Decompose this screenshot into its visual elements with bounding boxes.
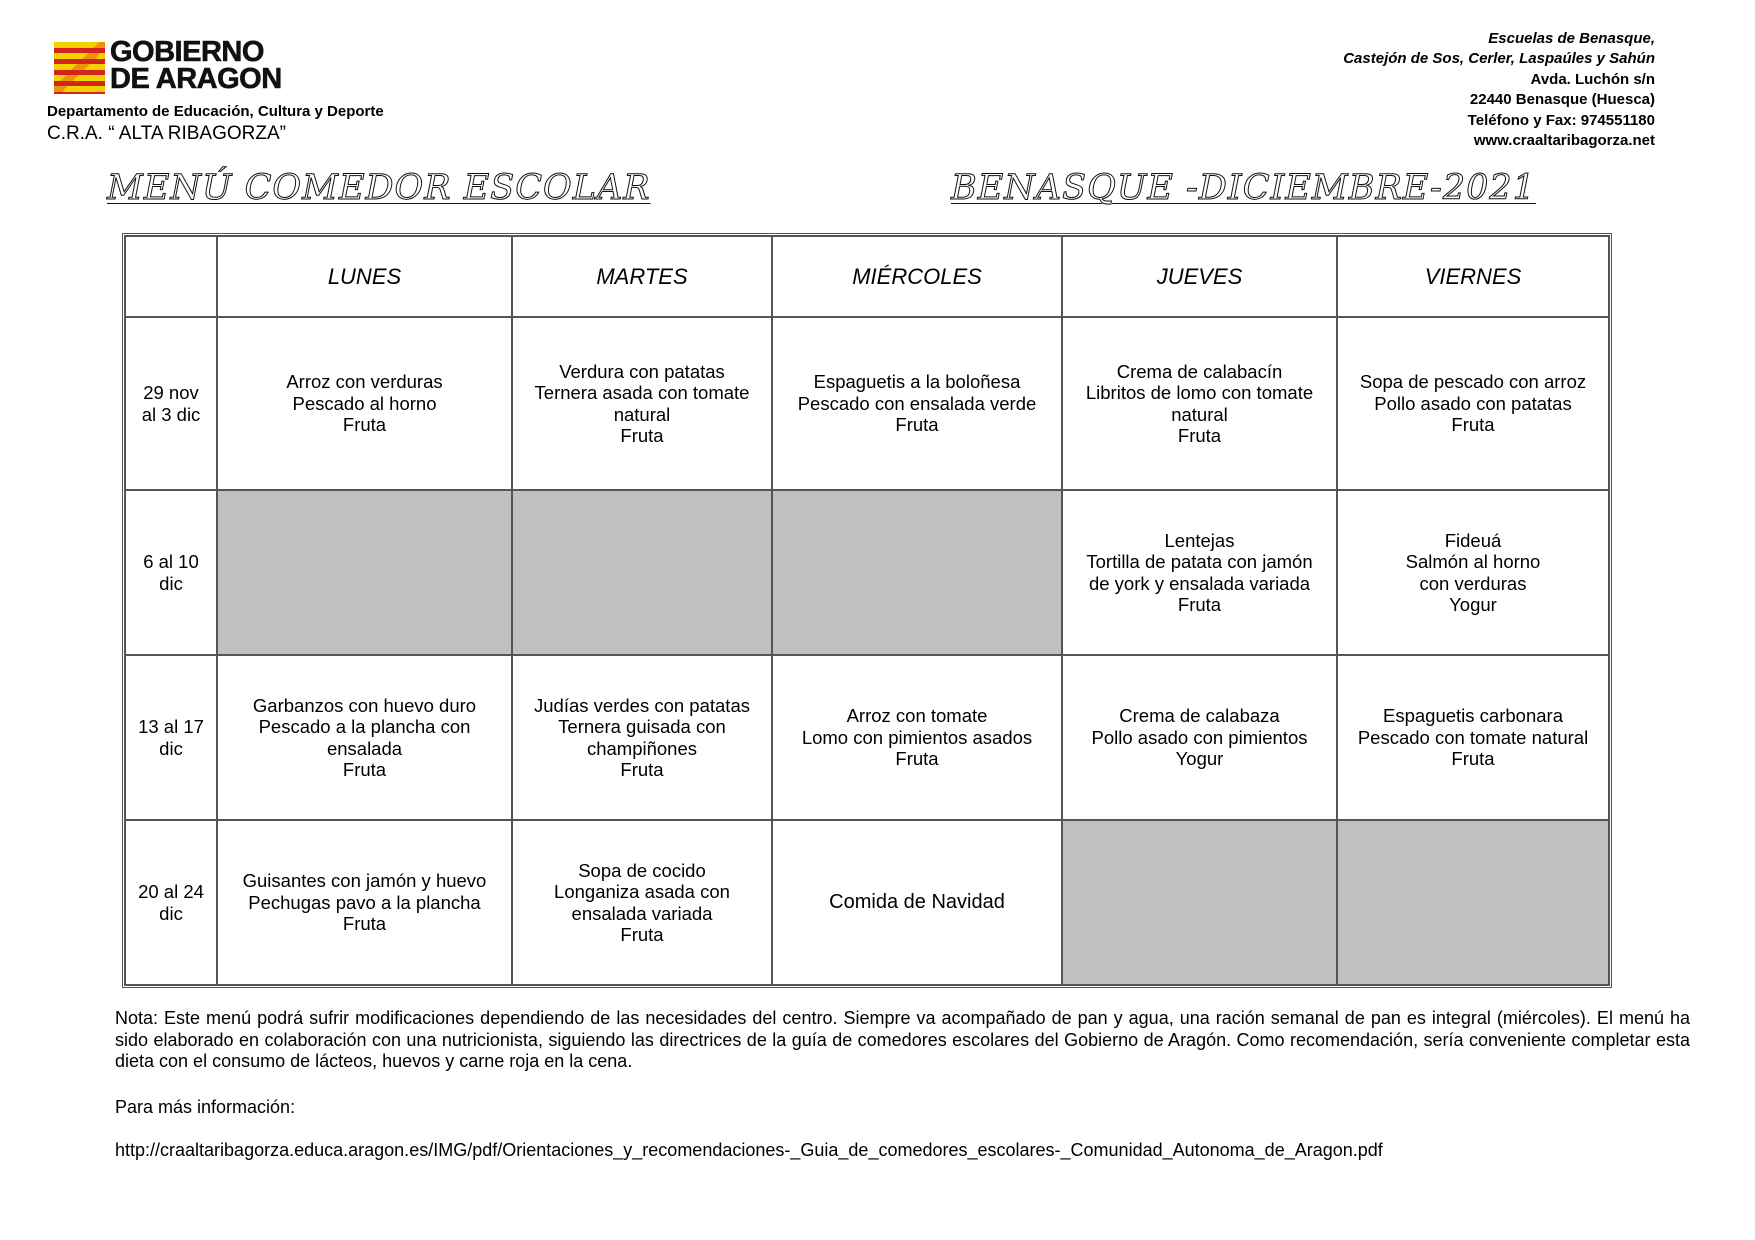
dish: Fideuá <box>1444 529 1502 551</box>
logo-text-line1: GOBIERNO <box>110 36 264 68</box>
dish: Fruta <box>620 759 664 780</box>
menu-cell <box>1337 655 1609 820</box>
dish: Libritos de lomo con tomate <box>1085 382 1314 403</box>
menu-cell <box>217 820 512 985</box>
dish: Garbanzos con huevo duro <box>252 694 477 716</box>
dish: Pescado con tomate natural <box>1357 726 1589 748</box>
dish: Longaniza asada con <box>554 881 730 902</box>
menu-cell <box>217 317 512 490</box>
week-label <box>125 820 217 985</box>
table-row <box>125 317 1609 490</box>
menu-cell <box>512 820 772 985</box>
empty-day-cell <box>1337 820 1609 985</box>
department-name: Departamento de Educación, Cultura y Deporte <box>47 103 384 120</box>
week-label-line: dic <box>159 737 183 759</box>
corner-cell <box>125 236 217 317</box>
dish: Fruta <box>342 913 387 935</box>
week-label-line: 29 nov <box>143 382 199 403</box>
dish: Arroz con tomate <box>846 705 988 727</box>
empty-day-cell <box>1062 820 1337 985</box>
day-header: MIÉRCOLES <box>772 236 1062 317</box>
menu-cell <box>1062 490 1337 655</box>
dish: Tortilla de patata con jamón <box>1086 551 1313 572</box>
dish: Pescado a la plancha con <box>258 716 471 737</box>
dish: Fruta <box>1177 594 1222 615</box>
table-row <box>125 655 1609 820</box>
dish: Fruta <box>342 759 387 780</box>
menu-cell <box>1062 317 1337 490</box>
dish: Salmón al horno <box>1405 551 1541 572</box>
dish: de york y ensalada variada <box>1088 572 1311 594</box>
dish: champiñones <box>586 737 698 759</box>
week-label-line: 13 al 17 <box>138 716 204 737</box>
page-subtitle: BENASQUE -DICIEMBRE-2021 <box>951 168 1536 208</box>
dish: Pechugas pavo a la plancha <box>248 891 481 913</box>
school-line: Teléfono y Fax: 974551180 <box>1467 111 1655 129</box>
empty-day-cell <box>772 490 1062 655</box>
week-label <box>125 490 217 655</box>
dish: ensalada variada <box>571 902 713 924</box>
school-line: Castejón de Sos, Cerler, Laspaúles y Sahún <box>1343 50 1655 68</box>
menu-cell <box>512 317 772 490</box>
dish: Fruta <box>1451 748 1495 770</box>
logo-text-line2: DE ARAGON <box>110 63 282 95</box>
dish: Fruta <box>620 425 664 446</box>
day-header: MARTES <box>512 236 772 317</box>
menu-cell <box>1062 655 1337 820</box>
dish: Fruta <box>342 414 387 436</box>
dish: Sopa de pescado con arroz <box>1359 371 1587 393</box>
dish: Sopa de cocido <box>578 859 706 881</box>
dish: Espaguetis a la boloñesa <box>813 371 1021 393</box>
menu-table <box>122 233 1612 988</box>
school-website: www.craaltaribagorza.net <box>1473 132 1655 150</box>
empty-day-cell <box>512 490 772 655</box>
dish: Crema de calabacín <box>1116 360 1283 382</box>
day-header: LUNES <box>217 236 512 317</box>
week-label <box>125 655 217 820</box>
week-label-line: dic <box>159 572 183 594</box>
week-label-line: dic <box>159 902 183 924</box>
dish: Fruta <box>895 748 939 770</box>
dish: Guisantes con jamón y huevo <box>242 870 487 892</box>
menu-cell <box>1337 317 1609 490</box>
dish: Espaguetis carbonara <box>1383 705 1563 727</box>
menu-cell <box>772 820 1062 985</box>
dish: natural <box>613 403 671 425</box>
table-row <box>125 820 1609 985</box>
dish: Arroz con verduras <box>286 371 443 393</box>
dish: Fruta <box>1451 414 1495 436</box>
more-info-label: Para más información: <box>115 1097 296 1117</box>
dish: Verdura con patatas <box>559 360 725 382</box>
menu-cell <box>772 317 1062 490</box>
menu-cell <box>217 655 512 820</box>
menu-cell <box>772 655 1062 820</box>
dish: natural <box>1171 403 1228 425</box>
school-line: Escuelas de Benasque, <box>1488 30 1655 47</box>
logo-text <box>110 36 282 95</box>
dish: Pollo asado con patatas <box>1374 392 1572 414</box>
week-label-line: 6 al 10 <box>143 551 199 572</box>
week-label-line: 20 al 24 <box>138 881 204 902</box>
table-row <box>125 490 1609 655</box>
aragon-flag-icon <box>54 42 105 94</box>
page-title: MENÚ COMEDOR ESCOLAR <box>107 168 651 208</box>
dish: Fruta <box>1177 425 1222 446</box>
menu-cell <box>1337 490 1609 655</box>
day-header: JUEVES <box>1062 236 1337 317</box>
footer-note: Nota: Este menú podrá sufrir modificaciones dependiendo de las necesidades del centro. Siempre va acompañado de pan y agua, una ración semanal de pan es integral (miércoles). El menú ha sido elaborado en colaboración con una nutricionista, siguiendo las directrices de la guía de comedores escolares del Gobierno de Aragón. Como recomendación, sería conveniente completar esta dieta con el consumo de lácteos, huevos y carne roja en la cena. <box>115 1008 1690 1071</box>
day-header: VIERNES <box>1337 236 1609 317</box>
dish: Lentejas <box>1164 529 1235 551</box>
table-header-row <box>125 236 1609 317</box>
dish: Yogur <box>1449 594 1497 615</box>
school-line: 22440 Benasque (Huesca) <box>1469 91 1655 109</box>
school-address-block <box>1343 29 1655 151</box>
dish: ensalada <box>326 737 403 759</box>
gobierno-aragon-logo <box>54 36 294 95</box>
dish: Pescado con ensalada verde <box>797 392 1037 414</box>
dish: con verduras <box>1419 572 1527 594</box>
dish: Ternera guisada con <box>558 716 726 737</box>
school-line: Avda. Luchón s/n <box>1530 70 1655 88</box>
dish: Lomo con pimientos asados <box>801 726 1033 748</box>
dish: Pescado al horno <box>292 392 437 414</box>
dish: Fruta <box>620 924 664 945</box>
dish: Crema de calabaza <box>1119 705 1280 727</box>
dish: Comida de Navidad <box>829 890 1005 913</box>
dish: Yogur <box>1175 748 1224 770</box>
dish: Pollo asado con pimientos <box>1091 726 1308 748</box>
week-label-line: al 3 dic <box>141 403 201 425</box>
empty-day-cell <box>217 490 512 655</box>
menu-cell <box>512 655 772 820</box>
dish: Ternera asada con tomate <box>534 382 750 403</box>
cra-name: C.R.A. “ ALTA RIBAGORZA” <box>47 123 286 144</box>
dish: Fruta <box>895 414 939 436</box>
dish: Judías verdes con patatas <box>534 694 750 716</box>
week-label <box>125 317 217 490</box>
guide-url: http://craaltaribagorza.educa.aragon.es/IMG/pdf/Orientaciones_y_recomendaciones-_Guia_de_comedores_escolares-_Comunidad_Autonoma_de_Aragon.pdf <box>115 1140 1383 1160</box>
